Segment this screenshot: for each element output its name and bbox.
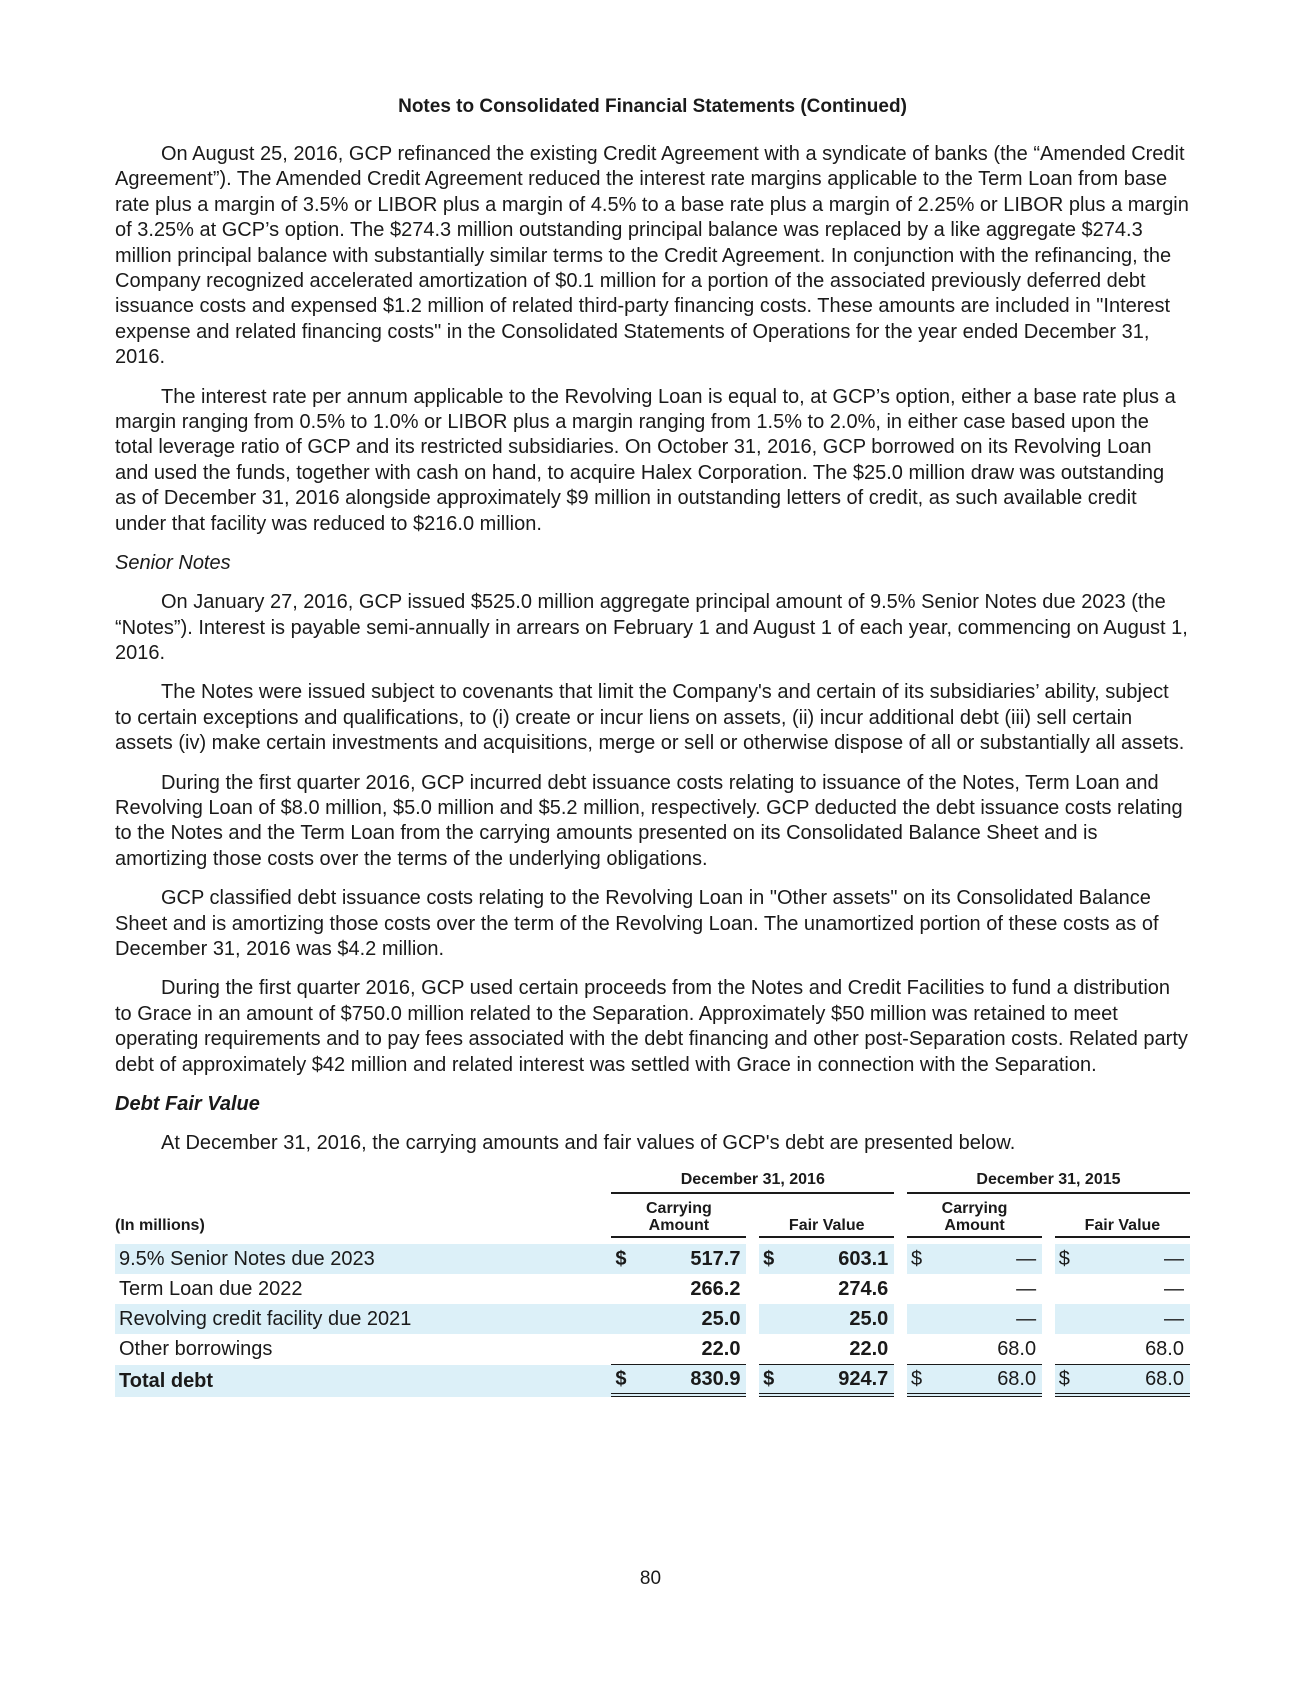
paragraph-issuance-costs: During the first quarter 2016, GCP incurred debt issuance costs relating to issuance of the Notes, Term Loan and Revolving Loan of $8.0 million, $5.0 million and $5.2 million, respectively. GCP deducted the debt issuance costs relating to the Notes and the Term Loan from the carrying amounts presented on its Consolidated Balance Sheet and is amortizing those costs over the terms of the underlying obligations.: [115, 771, 1183, 870]
header-dec-2015: December 31, 2015: [907, 1170, 1190, 1194]
document-page: [115, 96, 1190, 1397]
table-row-total: Total debt $ 830.9 $ 924.7 $ 68.0 $ 68.0: [115, 1365, 1190, 1398]
header-dec-2016: December 31, 2016: [611, 1170, 894, 1194]
row-label: Total debt: [115, 1365, 611, 1398]
paragraph-distribution: During the first quarter 2016, GCP used certain proceeds from the Notes and Credit Facilities to fund a distribution to Grace in an amount of $750.0 million related to the Separation. Approximately $50 million was retained to meet operating requirements and to pay fees associated with the debt financing and other post-Separation costs. Related party debt of approximately $42 million and related interest was settled with Grace in connection with the Separation.: [115, 977, 1188, 1076]
paragraph-notes-issued: On January 27, 2016, GCP issued $525.0 million aggregate principal amount of 9.5% Senior Notes due 2023 (the “Notes”). Interest is payable semi-annually in arrears on February 1 and August 1 of each year, commencing on August 1, 2016.: [115, 591, 1188, 664]
page-title: Notes to Consolidated Financial Statements (Continued): [398, 96, 907, 117]
row-label: 9.5% Senior Notes due 2023: [115, 1244, 611, 1274]
row-label: Term Loan due 2022: [119, 1277, 303, 1300]
paragraph-covenants: The Notes were issued subject to covenants that limit the Company's and certain of its subsidiaries’ ability, subject to certain exceptions and qualifications, to (i) create or incur liens on assets, (ii) incur additional debt (iii) sell certain assets (iv) make certain investments and acquisitions, merge or sell or otherwise dispose of all or substantially all assets.: [115, 681, 1185, 755]
debt-fair-value-heading: Debt Fair Value: [115, 1093, 260, 1115]
senior-notes-heading: Senior Notes: [115, 552, 231, 575]
paragraph-other-assets: GCP classified debt issuance costs relating to the Revolving Loan in "Other assets" on its Consolidated Balance Sheet and is amortizing those costs over the term of the Revolving Loan. The unamortized portion of these costs as of December 31, 2016 was $4.2 million.: [115, 887, 1159, 960]
paragraph-revolving-loan: The interest rate per annum applicable to the Revolving Loan is equal to, at GCP’s option, either a base rate plus a margin ranging from 0.5% to 1.0% or LIBOR plus a margin ranging from 1.5% to 2.0%, in either case based upon the total leverage ratio of GCP and its restricted subsidiaries. On October 31, 2016, GCP borrowed on its Revolving Loan and used the funds, together with cash on hand, to acquire Halex Corporation. The $25.0 million draw was outstanding as of December 31, 2016 alongside approximately $9 million in outstanding letters of credit, as such available credit under that facility was reduced to $216.0 million.: [115, 385, 1176, 535]
header-fair-value-2016: Fair Value: [759, 1194, 894, 1238]
page-number: 80: [639, 1568, 662, 1589]
header-carrying-2015: Carrying Amount: [907, 1194, 1042, 1238]
table-row: Other borrowings 22.0 22.0 68.0 68.0: [115, 1334, 1190, 1365]
units-label: (In millions): [115, 1217, 205, 1235]
header-fair-value-2015: Fair Value: [1055, 1194, 1190, 1238]
table-row: 9.5% Senior Notes due 2023 $ 517.7 $ 603.1 $ — $ —: [115, 1244, 1190, 1274]
paragraph-amended-credit: On August 25, 2016, GCP refinanced the existing Credit Agreement with a syndicate of banks (the “Amended Credit Agreement”). The Amended Credit Agreement reduced the interest rate margins applicable to the Term Loan from base rate plus a margin of 3.5% or LIBOR plus a margin of 4.5% to a base rate plus a margin of 2.25% or LIBOR plus a margin of 3.25% at GCP’s option. The $274.3 million outstanding principal balance was replaced by a like aggregate $274.3 million principal balance with substantially similar terms to the Credit Agreement. In conjunction with the refinancing, the Company recognized accelerated amortization of $0.1 million for a portion of the associated previously deferred debt issuance costs and expensed $1.2 million of related third-party financing costs. These amounts are included in "Interest expense and related financing costs" in the Consolidated Statements of Operations for the year ended December 31, 2016.: [115, 143, 1189, 369]
debt-table: [115, 1170, 1190, 1397]
table-row: Revolving credit facility due 2021 25.0 25.0 — —: [115, 1304, 1190, 1334]
row-label: Revolving credit facility due 2021: [115, 1304, 611, 1334]
fair-value-intro: At December 31, 2016, the carrying amounts and fair values of GCP's debt are presented below.: [161, 1132, 1016, 1154]
row-label: Other borrowings: [119, 1338, 273, 1361]
header-carrying-2016: Carrying Amount: [611, 1194, 746, 1238]
table-row: Term Loan due 2022 266.2 274.6 — —: [115, 1274, 1190, 1304]
